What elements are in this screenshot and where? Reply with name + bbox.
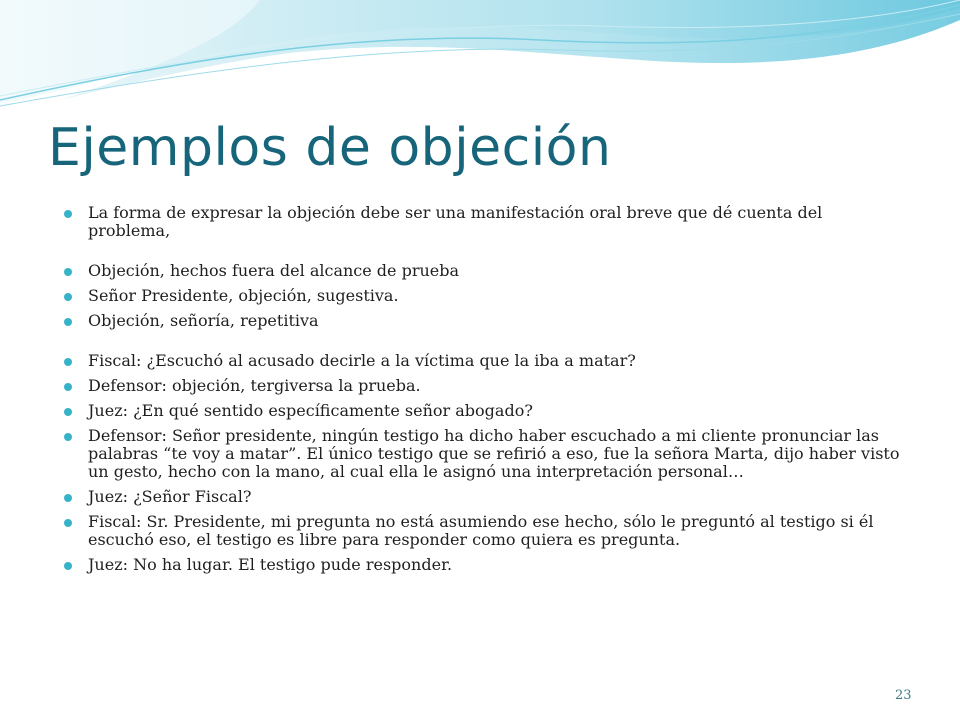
bullet-text: Fiscal: ¿Escuchó al acusado decirle a la víctima que la iba a matar? [88, 351, 636, 370]
bullet-dot-icon [64, 408, 72, 416]
bullet-text: Juez: No ha lugar. El testigo pude responder. [88, 555, 453, 574]
bullet-item [64, 352, 904, 370]
bullet-item [64, 312, 904, 330]
bullet-item [64, 262, 904, 280]
bullet-text: Señor Presidente, objeción, sugestiva. [88, 286, 399, 305]
bullet-dot-icon [64, 318, 72, 326]
bullet-dot-icon [64, 293, 72, 301]
bullet-dot-icon [64, 268, 72, 276]
bullet-list [64, 204, 904, 574]
bullet-item [64, 488, 904, 506]
bullet-item [64, 427, 904, 481]
bullet-item [64, 513, 904, 549]
bullet-text: Juez: ¿En qué sentido específicamente señor abogado? [88, 401, 533, 420]
bullet-item [64, 287, 904, 305]
page-number: 23 [895, 688, 912, 703]
slide-title: Ejemplos de objeción [48, 118, 612, 178]
bullet-dot-icon [64, 519, 72, 527]
bullet-item [64, 204, 904, 240]
bullet-dot-icon [64, 358, 72, 366]
bullet-text: Fiscal: Sr. Presidente, mi pregunta no está asumiendo ese hecho, sólo le preguntó al testigo si él escuchó eso, el testigo es libre para responder como quiera es pregunta. [88, 512, 874, 549]
bullet-item [64, 402, 904, 420]
bullet-item [64, 377, 904, 395]
bullet-text: Objeción, señoría, repetitiva [88, 311, 319, 330]
bullet-dot-icon [64, 562, 72, 570]
bullet-text: Defensor: Señor presidente, ningún testigo ha dicho haber escuchado a mi cliente pronunciar las palabras “te voy a matar”. El único testigo que se refirió a eso, fue la señora Marta, dijo haber visto un gesto, hecho con la mano, al cual ella le asignó una interpretación personal… [88, 426, 900, 481]
bullet-dot-icon [64, 433, 72, 441]
bullet-text: La forma de expresar la objeción debe ser una manifestación oral breve que dé cuenta del problema, [88, 203, 823, 240]
bullet-text: Juez: ¿Señor Fiscal? [88, 487, 252, 506]
bullet-text: Objeción, hechos fuera del alcance de prueba [88, 261, 460, 280]
bullet-text: Defensor: objeción, tergiversa la prueba. [88, 376, 421, 395]
bullet-dot-icon [64, 494, 72, 502]
decorative-wave-header [0, 0, 960, 120]
bullet-dot-icon [64, 383, 72, 391]
bullet-dot-icon [64, 210, 72, 218]
bullet-item [64, 556, 904, 574]
